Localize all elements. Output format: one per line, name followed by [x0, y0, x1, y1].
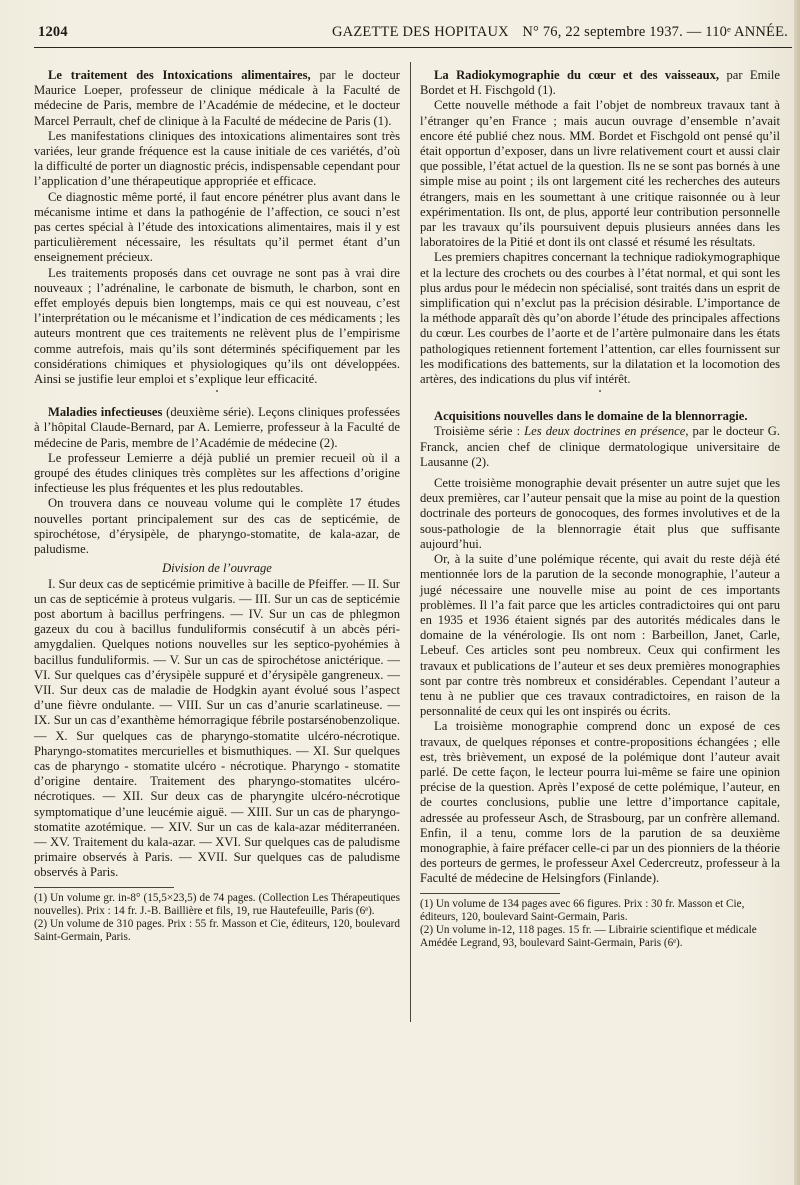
separator-dot: •: [215, 387, 219, 397]
footnote: (2) Un volume in-12, 118 pages. 15 fr. — Librairie scientifique et médicale Amédée Legrand, 93, boulevard Saint-Germain, Paris (6ᵉ).: [420, 923, 757, 950]
review-byline: (deuxième série). Leçons cliniques professées à l’hôpital Claude-Bernard, par A. Lemierre, professeur à la Faculté de médecine de Paris, membre de l’Académie de médecine (2).: [34, 405, 400, 450]
separator-dot: •: [598, 387, 602, 397]
review-paragraph: Les traitements proposés dans cet ouvrage ne sont pas à vrai dire nouveaux ; l’adrénaline, le carbonate de bismuth, le charbon, sont en effet employés depuis bien longtemps, mais ce qui est nouveau, c’est l’interprétation ou le mécanisme et l’indication de ces médicaments ; les auteurs montrent que ces traitements ne relèvent plus de l’empirisme comme autrefois, mais qu’ils sont déterminés spécifiquement par les considérations chimiques et physiologiques qu’ils ont développées. Ainsi se justifie leur emploi et s’explique leur efficacité.: [34, 265, 400, 387]
review-title: Acquisitions nouvelles dans le domaine de la blennorragie.: [434, 409, 748, 424]
review-intoxications: [34, 68, 400, 387]
review-maladies-infectieuses: [34, 405, 400, 880]
review-paragraph: [420, 424, 780, 470]
issue-info: N° 76, 22 septembre 1937. — 110ᵉ ANNÉE.: [522, 24, 788, 40]
review-title: Le traitement des Intoxications alimentaires,: [48, 68, 311, 82]
review-paragraph: On trouvera dans ce nouveau volume qui le complète 17 études nouvelles portant principalement sur des cas de septicémie, de spirochétose, d’érysipèle, de pharyngo-stomatite, de kala-azar, de paludisme.: [34, 496, 400, 557]
footnote-rule: [34, 887, 174, 888]
footnote-rule: [420, 893, 560, 894]
review-paragraph: Cette nouvelle méthode a fait l’objet de nombreux travaux tant à l’étranger qu’en France ; mais aucun ouvrage d’ensemble n’avait encore été publié chez nous. MM. Bordet et Fischgold ont pensé qu’il était opportun d’exposer, dans un livre relativement court et aussi clair que possible, l’état actuel de la question. Ils ne se sont pas bornés à une simple mise au point ; ils ont largement cité les recherches des auteurs étrangers, mais en les soumettant à une critique raisonnée ou à leur expérimentation. Ils ont, de plus, apporté leur contribution personnelle par les travaux qu’ils poursuivent depuis plusieurs années dans les laboratoires de la Pitié et dont ils ont classé et résumé les résultats.: [420, 98, 780, 250]
review-paragraph: La troisième monographie comprend donc un exposé de ces travaux, de quelques réponses et contre-propositions échangées ; elle est, très brièvement, un exposé de la polémique dont l’auteur avait parlé. De cette façon, le lecteur pourra lui-même se faire une opinion précise de la question. Après l’exposé de cette polémique, l’auteur, en de courtes conclusions, publie une lettre d’importance capitale, adressée au professeur Asch, de Strasbourg, par un confrère allemand. Enfin, il a tenu, comme lors de la parution de sa deuxième monographie, à faire préfacer celle-ci par un des pionniers de la théorie des porteurs de germes, le professeur Axel Cedercreutz, professeur à la Faculté de médecine de Helsingfors (Finlande).: [420, 719, 780, 886]
review-paragraph: [420, 409, 780, 424]
review-paragraph: Les premiers chapitres concernant la technique radiokymographique et la lecture des crochets ou des courbes à l’état normal, et qui sont les plus ardus pour le médecin non spécialisé, sont traités dans un esprit de simplification qui n’exclut pas la précision désirable. L’importance de la méthode apparaît dès qu’on aborde l’étude des principales affections du cœur. Les courbes de l’aorte et de l’artère pulmonaire dans les états pathologiques retiennent fortement l’attention, car elles fournissent sur les modifications des battements, sur la dilatation et la locomotion des artères, des indications du plus vif intérêt.: [420, 250, 780, 387]
review-paragraph: Cette troisième monographie devait présenter un autre sujet que les deux premières, car l’auteur pensait que la mise au point de la question doctrinale des porteurs de gonocoques, des formes involutives et de la sous-pathologie de la blennorragie était plus que suffisante aujourd’hui.: [420, 476, 780, 551]
review-blennorragie: [420, 409, 780, 886]
review-paragraph: Le professeur Lemierre a déjà publié un premier recueil où il a groupé des études cliniques très complètes sur les affections d’origine infectieuse les plus fréquentes et les plus redoutables.: [34, 450, 400, 496]
footnote: (2) Un volume de 310 pages. Prix : 55 fr. Masson et Cie, éditeurs, 120, boulevard Saint-Germain, Paris.: [34, 917, 400, 944]
review-paragraph: [34, 405, 400, 451]
review-byline: , par le docteur G. Franck, ancien chef de clinique dermatologique universitaire de Lausanne (2).: [420, 424, 780, 469]
column-divider: [410, 62, 411, 1022]
review-title: Maladies infectieuses: [48, 405, 163, 420]
page-number: 1204: [38, 24, 68, 40]
page-header: [34, 18, 792, 48]
review-radiokymographie: [420, 68, 780, 387]
review-paragraph: Ce diagnostic même porté, il faut encore pénétrer plus avant dans le mécanisme intime et dans la pathogénie de l’affection, ce souci n’est pas certes spécial à l’étude des intoxications alimentaires, mais il y est particulièrement nécessaire, les résultats qu’il permet étant d’un enseignement précieux.: [34, 189, 400, 265]
review-byline: par Emile Bordet et H. Fischgold (1).: [420, 68, 780, 98]
page-edge: [794, 0, 800, 1185]
review-paragraph: Or, à la suite d’une polémique récente, qui avait du reste déjà été mentionnée lors de la parution de la seconde monographie, l’auteur a jugé nécessaire une nouvelle mise au point de ces importants problèmes. Il l’a fait parce que les articles contradictoires qui ont paru en 1935 et 1936 étaient signés par des autorités médicales dans le domaine de la vénérologie. Ils ont nom : Barbeillon, Janet, Carle, Lebeuf. Ces articles sont peu nombreux. Ceux qui confirment les travaux et publications de l’auteur et ses deux premières monographies sont par contre très nombreux et considérables. Cependant l’auteur a tenu à ne publier que ces travaux contradictoires, en raison de la personnalité de ceux qui les ont inspirés ou écrits.: [420, 552, 780, 719]
review-paragraph: Les manifestations cliniques des intoxications alimentaires sont très variées, leur grande fréquence est la cause initiale de ces variétés, d’où la difficulté de porter un diagnostic précis, indispensable cependant pour l’application d’une thérapeutique appropriée et efficace.: [34, 128, 400, 189]
left-column: [34, 68, 400, 944]
review-paragraph: [420, 68, 780, 98]
footnote: (1) Un volume de 134 pages avec 66 figures. Prix : 30 fr. Masson et Cie, éditeurs, 120, boulevard Saint-Germain, Paris.: [420, 897, 745, 923]
series-label: Troisième série :: [434, 424, 525, 439]
right-column: [420, 68, 780, 950]
division-heading: Division de l’ouvrage: [162, 561, 272, 576]
review-paragraph: I. Sur deux cas de septicémie primitive à bacille de Pfeiffer. — II. Sur un cas de septicémie à proteus vulgaris. — III. Sur un cas de septicémie post abortum à bacillus perfringens. — IV. Sur un cas de phlegmon gazeux du cou à bacillus funduliformis consécutif à un abcès péri-amygdalien. Quelques notions nouvelles sur les septico-pyohémies à bacillus funduliformis. — V. Sur un cas de spirochétose anictérique. — VI. Sur quelques cas d’érysipèle suppuré et d’érysipèle gangreneux. — VII. Sur deux cas de maladie de Hodgkin ayant évolué sous l’aspect d’une fièvre ondulante. — VIII. Sur un cas d’anurie scarlatineuse. — IX. Sur un cas d’exanthème hémorragique fébrile postarsénobenzolique. — X. Sur quelques cas de pharyngo-stomatite ulcéro-nécrotique. Pharyngo-stomatites mercurielles et bismuthiques. — XI. Sur quelques cas de pharyngo - stomatite ulcéro - nécrotique. Pharyngo - stomatite d’origine dentaire. Traitement des pharyngo-stomatites ulcéro-nécrotiques. — XII. Sur deux cas de pharyngite ulcéro-nécrotique symptomatique d’une leucémie aiguë. — XIII. Sur un cas de pharyngo-stomatite azotémique. — XIV. Sur un cas de kala-azar méditerranéen. — XV. Traitement du kala-azar. — XVI. Sur quelques cas de paludisme primaire observés à Paris. — XVII. Sur quelques cas de paludisme observés à Paris.: [34, 576, 400, 880]
review-title: La Radiokymographie du cœur et des vaisseaux,: [434, 68, 720, 82]
journal-title: GAZETTE DES HOPITAUX: [332, 24, 509, 40]
book-subtitle: Les deux doctrines en présence: [524, 424, 686, 439]
review-paragraph: [34, 68, 400, 129]
review-byline: par le docteur Maurice Loeper, professeur de clinique médicale à la Faculté de médecine de Paris, membre de l’Académie de médecine, et le docteur Marcel Perrault, chef de clinique à la Faculté de médecine de Paris (1).: [34, 68, 400, 128]
footnote: (1) Un volume gr. in-8° (15,5×23,5) de 74 pages. (Collection Les Thérapeutiques nouvelles). Prix : 14 fr. J.-B. Baillière et fils, 19, rue Hautefeuille, Paris (6ᵉ).: [34, 891, 400, 917]
